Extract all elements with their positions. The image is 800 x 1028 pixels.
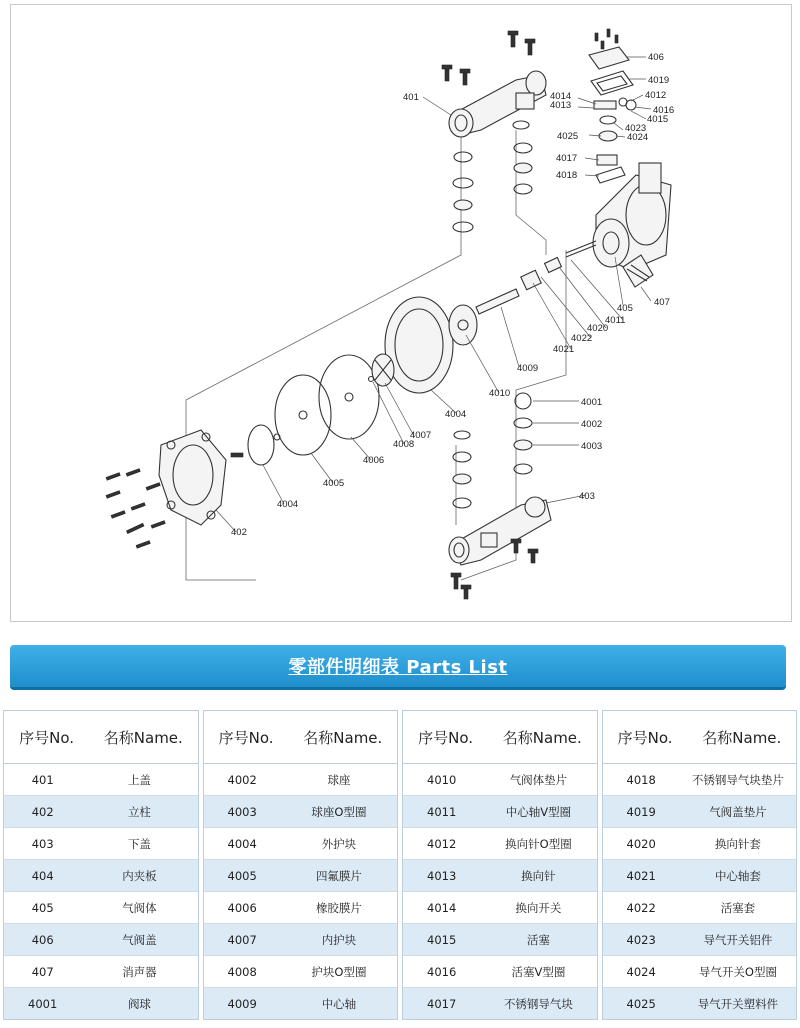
part-number: 4017 <box>427 996 457 1011</box>
label-4023: 4023 <box>625 123 647 134</box>
table-row <box>603 988 797 1019</box>
part-number: 4001 <box>28 996 58 1011</box>
part-name: 不锈钢导气块垫片 <box>691 772 784 787</box>
label-4013: 4013 <box>550 100 572 111</box>
table-row <box>204 828 398 860</box>
table-row <box>403 988 597 1019</box>
center-shaft-part <box>476 241 596 314</box>
table-row <box>403 956 597 988</box>
label-4021: 4021 <box>553 344 575 355</box>
part-number: 4002 <box>227 772 257 787</box>
part-name: 气阀盖垫片 <box>709 804 767 819</box>
part-name: 立柱 <box>127 804 151 819</box>
table-row <box>204 956 398 988</box>
part-number: 4023 <box>626 932 656 947</box>
label-4003: 4003 <box>581 441 603 452</box>
bottom-manifold-part <box>449 497 551 599</box>
header-name: 名称Name. <box>103 728 183 747</box>
header-no: 序号No. <box>617 728 673 747</box>
label-4016: 4016 <box>653 105 675 116</box>
part-number: 407 <box>31 964 54 979</box>
guide-line-top <box>516 130 546 255</box>
part-name: 气阀盖 <box>122 932 157 947</box>
label-4002: 4002 <box>581 419 603 430</box>
label-4007: 4007 <box>410 430 432 441</box>
header-name: 名称Name. <box>303 728 383 747</box>
label-4014: 4014 <box>550 91 572 102</box>
table-row <box>204 988 398 1019</box>
part-number: 4016 <box>427 964 457 979</box>
part-number: 403 <box>31 836 54 851</box>
table-row <box>4 892 198 924</box>
parts-column <box>203 710 399 1020</box>
table-row <box>603 860 797 892</box>
part-name: 换向针O型圈 <box>505 836 572 851</box>
parts-table <box>3 710 797 1015</box>
table-row <box>403 892 597 924</box>
parts-list-title: 零部件明细表 Parts List <box>288 657 508 678</box>
part-name: 阀球 <box>127 996 151 1011</box>
part-number: 4018 <box>626 772 656 787</box>
part-number: 4013 <box>427 868 457 883</box>
column-header <box>603 711 797 764</box>
part-name: 活塞 <box>526 932 550 947</box>
part-number: 4004 <box>227 836 257 851</box>
table-row <box>403 796 597 828</box>
label-4020: 4020 <box>587 323 609 334</box>
left-bolts <box>106 469 165 549</box>
part-name: 活塞V型圈 <box>511 964 566 979</box>
column-header <box>4 711 198 764</box>
label-4010: 4010 <box>489 388 511 399</box>
table-row <box>4 796 198 828</box>
label-4011: 4011 <box>605 315 626 326</box>
part-name: 中心轴套 <box>714 868 761 883</box>
table-row <box>204 764 398 796</box>
table-row <box>603 764 797 796</box>
exploded-view-diagram <box>10 4 792 622</box>
part-number: 405 <box>31 900 54 915</box>
part-number: 4015 <box>427 932 457 947</box>
parts-column <box>3 710 199 1020</box>
table-row <box>403 828 597 860</box>
table-row <box>4 988 198 1019</box>
part-name: 气阀体 <box>122 900 157 915</box>
part-number: 4019 <box>626 804 656 819</box>
label-4006: 4006 <box>363 455 385 466</box>
parts-column <box>602 710 798 1020</box>
label-4017: 4017 <box>556 153 578 164</box>
part-name: 球座O型圈 <box>311 804 367 819</box>
table-row <box>4 956 198 988</box>
header-no: 序号No. <box>19 728 75 747</box>
label-406: 406 <box>648 52 664 63</box>
parts-column <box>402 710 598 1020</box>
part-name: 导气开关铝件 <box>703 932 773 947</box>
label-4001: 4001 <box>581 397 603 408</box>
part-number: 4024 <box>626 964 656 979</box>
table-row <box>403 860 597 892</box>
label-4024: 4024 <box>627 132 649 143</box>
part-name: 导气开关O型圈 <box>698 964 777 979</box>
label-4022: 4022 <box>571 333 593 344</box>
header-name: 名称Name. <box>702 728 782 747</box>
table-row <box>403 764 597 796</box>
part-name: 上盖 <box>127 772 151 787</box>
inner-plate-part <box>385 297 477 393</box>
part-number: 402 <box>31 804 54 819</box>
part-name: 下盖 <box>127 836 151 851</box>
table-row <box>4 860 198 892</box>
table-row <box>603 956 797 988</box>
label-4008: 4008 <box>393 439 415 450</box>
header-no: 序号No. <box>418 728 474 747</box>
part-name: 护块O型圈 <box>311 964 367 979</box>
left-ring-stack <box>453 152 473 232</box>
part-name: 导气开关塑料件 <box>697 996 779 1011</box>
part-number: 404 <box>31 868 54 883</box>
part-name: 四氟膜片 <box>315 868 362 883</box>
part-name: 外护块 <box>321 836 357 851</box>
table-row <box>204 860 398 892</box>
part-name: 换向针套 <box>714 836 761 851</box>
label-403: 403 <box>579 491 595 502</box>
part-number: 4005 <box>227 868 257 883</box>
pump-exploded-drawing <box>11 5 793 623</box>
table-row <box>603 892 797 924</box>
table-row <box>403 924 597 956</box>
label-4019: 4019 <box>648 75 670 86</box>
part-name: 内夹板 <box>122 868 157 883</box>
part-number: 4006 <box>227 900 257 915</box>
label-4018: 4018 <box>556 170 578 181</box>
label-4004-outer: 4004 <box>277 499 299 510</box>
column-header <box>204 711 398 764</box>
part-number: 4014 <box>427 900 457 915</box>
part-number: 4007 <box>227 932 257 947</box>
label-4025: 4025 <box>557 131 579 142</box>
part-number: 401 <box>31 772 54 787</box>
table-row <box>4 764 198 796</box>
label-4005: 4005 <box>323 478 345 489</box>
part-name: 不锈钢导气块 <box>503 996 573 1011</box>
part-name: 橡胶膜片 <box>315 900 362 915</box>
part-number: 4009 <box>227 996 257 1011</box>
header-name: 名称Name. <box>502 728 582 747</box>
label-4009: 4009 <box>517 363 539 374</box>
diaphragm-parts <box>275 354 394 455</box>
part-number: 4025 <box>626 996 656 1011</box>
part-number: 4008 <box>227 964 257 979</box>
table-row <box>204 924 398 956</box>
outer-guard-part <box>231 425 280 465</box>
header-no: 序号No. <box>218 728 274 747</box>
top-bolts <box>442 31 535 85</box>
label-4012: 4012 <box>645 90 667 101</box>
center-body-part <box>593 163 671 270</box>
leader-lines <box>216 57 651 532</box>
part-name: 活塞套 <box>720 900 756 915</box>
part-name: 中心轴V型圈 <box>505 804 572 819</box>
label-402: 402 <box>231 527 247 538</box>
part-number: 4010 <box>427 772 457 787</box>
label-405: 405 <box>617 303 633 314</box>
table-row <box>4 924 198 956</box>
left-chamber-part <box>159 430 226 525</box>
label-404: 4004 <box>445 409 467 420</box>
part-number: 4003 <box>227 804 257 819</box>
air-valve-cover-part <box>589 29 633 95</box>
table-row <box>603 796 797 828</box>
part-number: 406 <box>31 932 54 947</box>
table-row <box>603 828 797 860</box>
table-row <box>204 892 398 924</box>
label-407: 407 <box>654 297 670 308</box>
part-name: 换向开关 <box>515 900 562 915</box>
part-number: 4012 <box>427 836 457 851</box>
table-row <box>204 796 398 828</box>
column-header <box>403 711 597 764</box>
part-name: 换向针 <box>521 868 556 883</box>
table-row <box>603 924 797 956</box>
part-name: 气阀体垫片 <box>509 772 568 787</box>
part-name: 中心轴 <box>321 996 357 1011</box>
part-number: 4011 <box>427 804 457 819</box>
part-name: 球座 <box>327 772 351 787</box>
part-name: 消声器 <box>122 964 157 979</box>
part-number: 4022 <box>626 900 656 915</box>
part-number: 4020 <box>626 836 656 851</box>
table-row <box>4 828 198 860</box>
label-4015: 4015 <box>647 114 669 125</box>
part-number: 4021 <box>626 868 656 883</box>
label-401: 401 <box>403 92 419 103</box>
parts-list-banner <box>10 645 786 687</box>
part-name: 内护块 <box>321 932 357 947</box>
